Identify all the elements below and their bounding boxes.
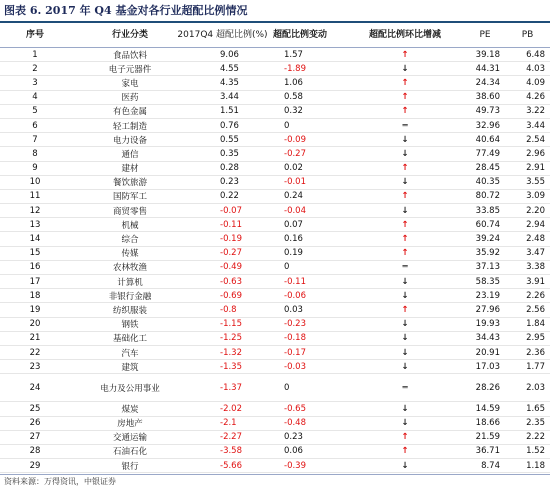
row-change: 0.32 (284, 106, 303, 117)
row-pb: 2.54 (526, 134, 545, 145)
table-row (0, 133, 550, 147)
table-row (0, 48, 550, 62)
table-row (0, 204, 550, 218)
header-pe: PE (479, 30, 491, 40)
arrow-up-icon: ↑ (401, 432, 409, 443)
row-industry: 机械 (121, 220, 139, 231)
row-change: -0.01 (284, 177, 306, 188)
row-pe: 77.49 (475, 148, 500, 159)
row-pb: 1.18 (526, 460, 545, 471)
table-row (0, 459, 550, 473)
row-overweight: -1.35 (220, 361, 242, 372)
arrow-up-icon: ↑ (401, 234, 409, 245)
row-industry: 有色金属 (112, 107, 147, 118)
row-industry: 综合 (121, 235, 139, 246)
row-industry: 房地产 (117, 419, 143, 430)
row-index: 10 (29, 177, 41, 188)
row-industry: 建材 (121, 164, 139, 175)
row-index: 15 (29, 248, 41, 259)
row-pe: 35.92 (475, 248, 500, 259)
row-index: 16 (29, 262, 41, 273)
flat-icon: ═ (402, 262, 408, 273)
row-index: 13 (29, 219, 41, 230)
row-pe: 39.18 (475, 49, 500, 60)
row-change: 0.07 (284, 219, 303, 230)
row-industry: 煤炭 (121, 404, 139, 415)
row-overweight: 0.55 (220, 134, 239, 145)
row-change: 1.06 (284, 77, 303, 88)
row-overweight: -2.1 (220, 418, 237, 429)
row-industry: 纺织服装 (112, 305, 147, 316)
row-pb: 2.91 (526, 163, 545, 174)
row-pe: 14.59 (475, 403, 500, 414)
row-index: 27 (29, 432, 41, 443)
row-overweight: 0.76 (220, 120, 239, 131)
table-row (0, 162, 550, 176)
header-trend: 超配比例环比增减 (368, 30, 441, 40)
arrow-down-icon: ↓ (401, 177, 409, 188)
table-row (0, 218, 550, 232)
row-overweight: -0.49 (220, 262, 242, 273)
row-overweight: -1.32 (220, 347, 242, 358)
row-index: 9 (32, 163, 38, 174)
table-row (0, 247, 550, 261)
row-change: 0.16 (284, 234, 303, 245)
row-pe: 21.59 (475, 432, 500, 443)
table-row (0, 374, 550, 402)
row-index: 24 (29, 382, 41, 393)
row-pb: 1.77 (526, 361, 545, 372)
row-overweight: -0.27 (220, 248, 242, 259)
arrow-up-icon: ↑ (401, 219, 409, 230)
row-pe: 33.85 (475, 205, 500, 216)
row-pe: 20.91 (475, 347, 500, 358)
row-pb: 6.48 (526, 49, 545, 60)
row-industry: 建筑 (121, 362, 139, 373)
row-pb: 1.84 (526, 319, 545, 330)
row-change: 0.19 (284, 248, 303, 259)
row-overweight: -1.37 (220, 382, 242, 393)
row-overweight: 0.28 (220, 163, 239, 174)
table-row (0, 176, 550, 190)
row-industry: 基础化工 (112, 334, 147, 345)
row-change: -0.06 (284, 290, 306, 301)
row-index: 20 (29, 319, 41, 330)
arrow-down-icon: ↓ (401, 418, 409, 429)
row-index: 11 (29, 191, 41, 202)
row-overweight: -3.58 (220, 446, 242, 457)
row-overweight: -2.02 (220, 403, 242, 414)
row-change: 0.02 (284, 163, 303, 174)
row-change: -0.03 (284, 361, 306, 372)
row-pb: 4.03 (526, 63, 545, 74)
row-overweight: 0.23 (220, 177, 239, 188)
row-pe: 24.34 (475, 77, 500, 88)
row-overweight: -0.69 (220, 290, 242, 301)
row-industry: 电子元器件 (108, 64, 152, 75)
table-row (0, 346, 550, 360)
row-overweight: -0.63 (220, 276, 242, 287)
row-pb: 2.56 (526, 304, 545, 315)
row-overweight: -1.15 (220, 319, 242, 330)
row-pb: 3.22 (526, 106, 545, 117)
row-pb: 2.35 (526, 418, 545, 429)
row-pb: 2.22 (526, 432, 545, 443)
row-overweight: -1.25 (220, 333, 242, 344)
row-change: 0.58 (284, 92, 303, 103)
row-change: -1.89 (284, 63, 306, 74)
row-change: 0 (284, 262, 290, 273)
row-change: -0.18 (284, 333, 306, 344)
arrow-down-icon: ↓ (401, 347, 409, 358)
row-change: -0.27 (284, 148, 306, 159)
table-row (0, 303, 550, 317)
arrow-down-icon: ↓ (401, 205, 409, 216)
row-industry: 电力及公用事业 (100, 383, 160, 394)
flat-icon: ═ (402, 120, 408, 131)
row-index: 17 (29, 276, 41, 287)
row-pb: 4.09 (526, 77, 545, 88)
row-index: 18 (29, 290, 41, 301)
row-overweight: -0.19 (220, 234, 242, 245)
row-index: 28 (29, 446, 41, 457)
row-industry: 传媒 (121, 249, 139, 260)
row-overweight: -5.66 (220, 460, 242, 471)
table-row (0, 402, 550, 416)
table-row (0, 190, 550, 204)
row-index: 21 (29, 333, 41, 344)
row-pb: 2.95 (526, 333, 545, 344)
table-row (0, 445, 550, 459)
row-pb: 3.47 (526, 248, 545, 259)
arrow-up-icon: ↑ (401, 92, 409, 103)
row-pb: 3.91 (526, 276, 545, 287)
row-pb: 3.38 (526, 262, 545, 273)
arrow-down-icon: ↓ (401, 148, 409, 159)
row-overweight: 3.44 (220, 92, 239, 103)
row-pe: 34.43 (475, 333, 500, 344)
flat-icon: ═ (402, 382, 408, 393)
table-row (0, 360, 550, 374)
row-pe: 8.74 (481, 460, 500, 471)
arrow-down-icon: ↓ (401, 403, 409, 414)
table-row (0, 261, 550, 275)
row-industry: 非银行金融 (108, 291, 152, 302)
row-industry: 餐饮旅游 (112, 178, 147, 189)
row-pe: 19.93 (475, 319, 500, 330)
row-overweight: 4.55 (220, 63, 239, 74)
arrow-down-icon: ↓ (401, 460, 409, 471)
row-overweight: -0.07 (220, 205, 242, 216)
row-change: -0.11 (284, 276, 306, 287)
row-industry: 计算机 (117, 277, 143, 288)
row-pb: 1.65 (526, 403, 545, 414)
row-index: 12 (29, 205, 41, 216)
table-header (0, 23, 550, 47)
arrow-down-icon: ↓ (401, 333, 409, 344)
table-title: 图表 6. 2017 年 Q4 基金对各行业超配比例情况 (4, 4, 248, 17)
row-pe: 23.19 (475, 290, 500, 301)
row-pb: 2.20 (526, 205, 545, 216)
header-pb: PB (521, 30, 534, 40)
row-change: -0.39 (284, 460, 306, 471)
table-row (0, 91, 550, 105)
row-pb: 3.44 (526, 120, 545, 131)
arrow-up-icon: ↑ (401, 248, 409, 259)
row-pb: 2.94 (526, 219, 545, 230)
table-row (0, 318, 550, 332)
row-pb: 3.55 (526, 177, 545, 188)
row-change: -0.04 (284, 205, 306, 216)
row-index: 8 (32, 148, 38, 159)
row-industry: 国防军工 (112, 192, 147, 203)
row-industry: 钢铁 (121, 320, 139, 331)
row-pb: 3.09 (526, 191, 545, 202)
row-pe: 40.35 (475, 177, 500, 188)
source-note: 资料来源：万得资讯，中银证券 (4, 477, 116, 486)
row-pe: 28.26 (475, 382, 500, 393)
row-pe: 44.31 (475, 63, 500, 74)
row-index: 7 (32, 134, 38, 145)
row-index: 14 (29, 234, 41, 245)
table-row (0, 289, 550, 303)
row-pe: 38.60 (475, 92, 500, 103)
row-industry: 家电 (121, 78, 139, 89)
table-row (0, 147, 550, 161)
row-pb: 1.52 (526, 446, 545, 457)
row-change: 0.03 (284, 304, 303, 315)
row-change: 0 (284, 120, 290, 131)
table-row (0, 76, 550, 90)
table-body (0, 48, 550, 473)
row-pe: 17.03 (475, 361, 500, 372)
row-industry: 通信 (121, 149, 139, 160)
row-industry: 医药 (121, 93, 139, 104)
table-row (0, 332, 550, 346)
row-overweight: 1.51 (220, 106, 239, 117)
row-index: 4 (32, 92, 38, 103)
row-pe: 28.45 (475, 163, 500, 174)
row-index: 2 (32, 63, 38, 74)
row-pe: 39.24 (475, 234, 500, 245)
row-pe: 18.66 (475, 418, 500, 429)
table-row (0, 431, 550, 445)
row-change: -0.65 (284, 403, 306, 414)
row-overweight: 0.22 (220, 191, 239, 202)
row-pb: 4.26 (526, 92, 545, 103)
arrow-down-icon: ↓ (401, 319, 409, 330)
row-industry: 商贸零售 (112, 206, 147, 217)
row-industry: 轻工制造 (112, 121, 147, 132)
row-index: 5 (32, 106, 38, 117)
row-overweight: 9.06 (220, 49, 239, 60)
arrow-up-icon: ↑ (401, 106, 409, 117)
row-change: -0.23 (284, 319, 306, 330)
row-index: 26 (29, 418, 41, 429)
arrow-up-icon: ↑ (401, 191, 409, 202)
table-bottom-divider (0, 474, 550, 475)
row-change: -0.09 (284, 134, 306, 145)
arrow-up-icon: ↑ (401, 77, 409, 88)
row-overweight: 4.35 (220, 77, 239, 88)
row-pb: 2.48 (526, 234, 545, 245)
row-overweight: -0.8 (220, 304, 237, 315)
arrow-up-icon: ↑ (401, 446, 409, 457)
table-row (0, 62, 550, 76)
row-pe: 80.72 (475, 191, 500, 202)
arrow-down-icon: ↓ (401, 134, 409, 145)
table-row (0, 232, 550, 246)
header-change: 超配比例变动 (272, 30, 327, 40)
arrow-down-icon: ↓ (401, 361, 409, 372)
row-pe: 60.74 (475, 219, 500, 230)
table-row (0, 417, 550, 431)
row-pb: 2.03 (526, 382, 545, 393)
row-overweight: -2.27 (220, 432, 242, 443)
row-industry: 汽车 (121, 348, 139, 359)
row-pe: 49.73 (475, 106, 500, 117)
table-row (0, 119, 550, 133)
arrow-down-icon: ↓ (401, 63, 409, 74)
row-pb: 2.26 (526, 290, 545, 301)
arrow-up-icon: ↑ (401, 163, 409, 174)
arrow-down-icon: ↓ (401, 290, 409, 301)
arrow-up-icon: ↑ (401, 304, 409, 315)
table-row (0, 275, 550, 289)
row-pe: 36.71 (475, 446, 500, 457)
row-index: 22 (29, 347, 41, 358)
row-pb: 2.36 (526, 347, 545, 358)
row-change: 0 (284, 382, 290, 393)
row-pe: 58.35 (475, 276, 500, 287)
row-industry: 石油石化 (112, 447, 147, 458)
header-q4: 2017Q4 超配比例(%) (177, 30, 268, 40)
row-pe: 27.96 (475, 304, 500, 315)
row-change: 1.57 (284, 49, 303, 60)
row-pe: 32.96 (475, 120, 500, 131)
row-index: 25 (29, 403, 41, 414)
row-change: -0.17 (284, 347, 306, 358)
row-change: 0.24 (284, 191, 303, 202)
row-change: 0.06 (284, 446, 303, 457)
header-idx: 序号 (25, 30, 44, 40)
row-index: 23 (29, 361, 41, 372)
row-industry: 食品饮料 (112, 50, 147, 61)
arrow-down-icon: ↓ (401, 276, 409, 287)
row-index: 6 (32, 120, 38, 131)
row-index: 3 (32, 77, 38, 88)
row-pe: 40.64 (475, 134, 500, 145)
row-overweight: -0.11 (220, 219, 242, 230)
row-index: 29 (29, 460, 41, 471)
header-industry: 行业分类 (111, 30, 148, 40)
row-industry: 电力设备 (112, 135, 147, 146)
row-pe: 37.13 (475, 262, 500, 273)
row-index: 1 (32, 49, 38, 60)
arrow-up-icon: ↑ (401, 49, 409, 60)
row-change: -0.48 (284, 418, 306, 429)
row-overweight: 0.35 (220, 148, 239, 159)
row-pb: 2.96 (526, 148, 545, 159)
row-industry: 交通运输 (112, 433, 147, 444)
table-row (0, 105, 550, 119)
row-index: 19 (29, 304, 41, 315)
row-industry: 农林牧渔 (112, 263, 147, 274)
row-change: 0.23 (284, 432, 303, 443)
row-industry: 银行 (121, 461, 139, 472)
